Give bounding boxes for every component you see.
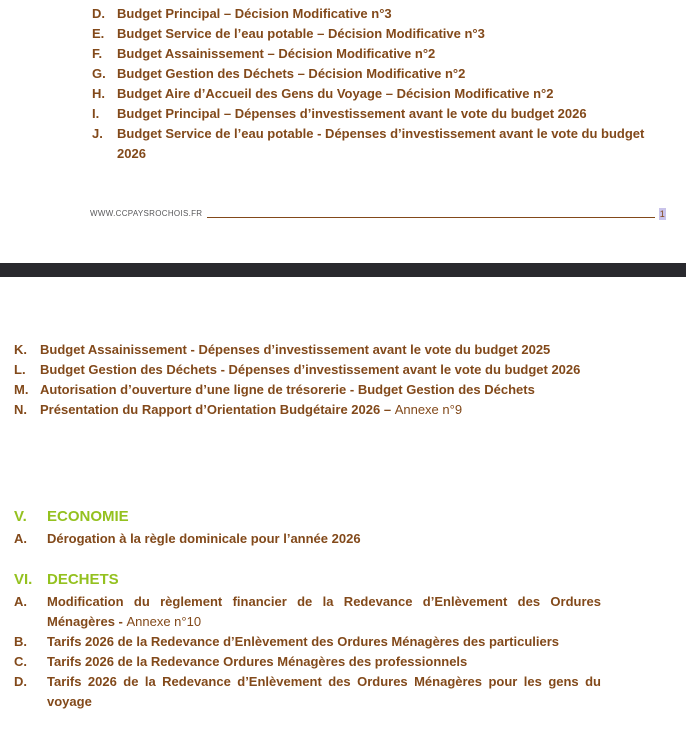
agenda-item [92,44,664,64]
agenda-item [14,360,601,380]
item-marker: A. [14,594,27,609]
item-marker: D. [92,6,105,21]
item-text: Présentation du Rapport d’Orientation Budgétaire 2026 – [40,402,395,417]
agenda-item [14,340,601,360]
item-annex-ref: Annexe n°9 [394,402,463,417]
page-break-divider [0,263,686,277]
item-marker: K. [14,342,27,357]
item-text: Budget Gestion des Déchets - Dépenses d’investissement avant le vote du budget 2026 [40,362,581,377]
item-marker: E. [92,26,105,41]
section-number: VI. [14,571,33,588]
item-marker: N. [14,402,27,417]
item-text: Budget Principal – Dépenses d’investissement avant le vote du budget 2026 [117,106,587,121]
item-marker: B. [14,634,27,649]
item-marker: L. [14,362,26,377]
section-items-dechets [14,592,601,712]
agenda-item [92,24,664,44]
item-marker: G. [92,66,106,81]
agenda-item [14,672,601,712]
section-number: V. [14,508,27,525]
agenda-item [92,4,664,24]
item-text: Budget Assainissement – Décision Modificative n°2 [117,46,436,61]
agenda-item [14,529,601,549]
page-number-link[interactable]: 1 [659,209,665,219]
item-marker: C. [14,654,27,669]
section-heading-dechets [14,570,601,590]
item-text: Budget Principal – Décision Modificative n°3 [117,6,392,21]
agenda-item [92,124,664,164]
item-text: Autorisation d’ouverture d’une ligne de trésorerie - Budget Gestion des Déchets [40,382,535,397]
item-text: Tarifs 2026 de la Redevance d’Enlèvement des Ordures Ménagères des particuliers [47,634,560,649]
section-title: DECHETS [47,571,119,588]
item-marker: F. [92,46,103,61]
agenda-item [92,84,664,104]
item-marker: J. [92,126,103,141]
item-text: Dérogation à la règle dominicale pour l’année 2026 [47,531,361,546]
section-items-economie [14,529,601,549]
agenda-item [14,592,601,632]
agenda-item [14,380,601,400]
item-text: Budget Gestion des Déchets – Décision Modificative n°2 [117,66,466,81]
item-text: Budget Assainissement - Dépenses d’investissement avant le vote du budget 2025 [40,342,551,357]
item-text: Budget Service de l’eau potable – Décision Modificative n°3 [117,26,485,41]
page-footer [90,208,666,220]
agenda-item [92,104,664,124]
item-annex-ref: Annexe n°10 [126,614,202,629]
footer-website-text: WWW.CCPAYSROCHOIS.FR [90,209,203,218]
item-text: Tarifs 2026 de la Redevance Ordures Ménagères des professionnels [47,654,468,669]
section-title: ECONOMIE [47,508,129,525]
item-marker: H. [92,86,105,101]
agenda-item [14,652,601,672]
item-text: Modification du règlement financier de la Redevance d’Enlèvement des Ordures Ménagères - [47,594,601,629]
footer-rule [207,208,654,218]
item-text: Budget Aire d’Accueil des Gens du Voyage – Décision Modificative n°2 [117,86,554,101]
item-marker: I. [92,106,100,121]
agenda-item [14,632,601,652]
agenda-list-page2 [14,340,601,420]
item-marker: A. [14,531,27,546]
agenda-item [92,64,664,84]
item-marker: D. [14,674,27,689]
item-text: Tarifs 2026 de la Redevance d’Enlèvement des Ordures Ménagères pour les gens du voyage [47,674,601,709]
agenda-item [14,400,601,420]
item-text: Budget Service de l’eau potable - Dépenses d’investissement avant le vote du budget 2026 [117,126,645,161]
item-marker: M. [14,382,29,397]
agenda-list-page1 [92,4,664,164]
section-heading-economie [14,507,601,527]
